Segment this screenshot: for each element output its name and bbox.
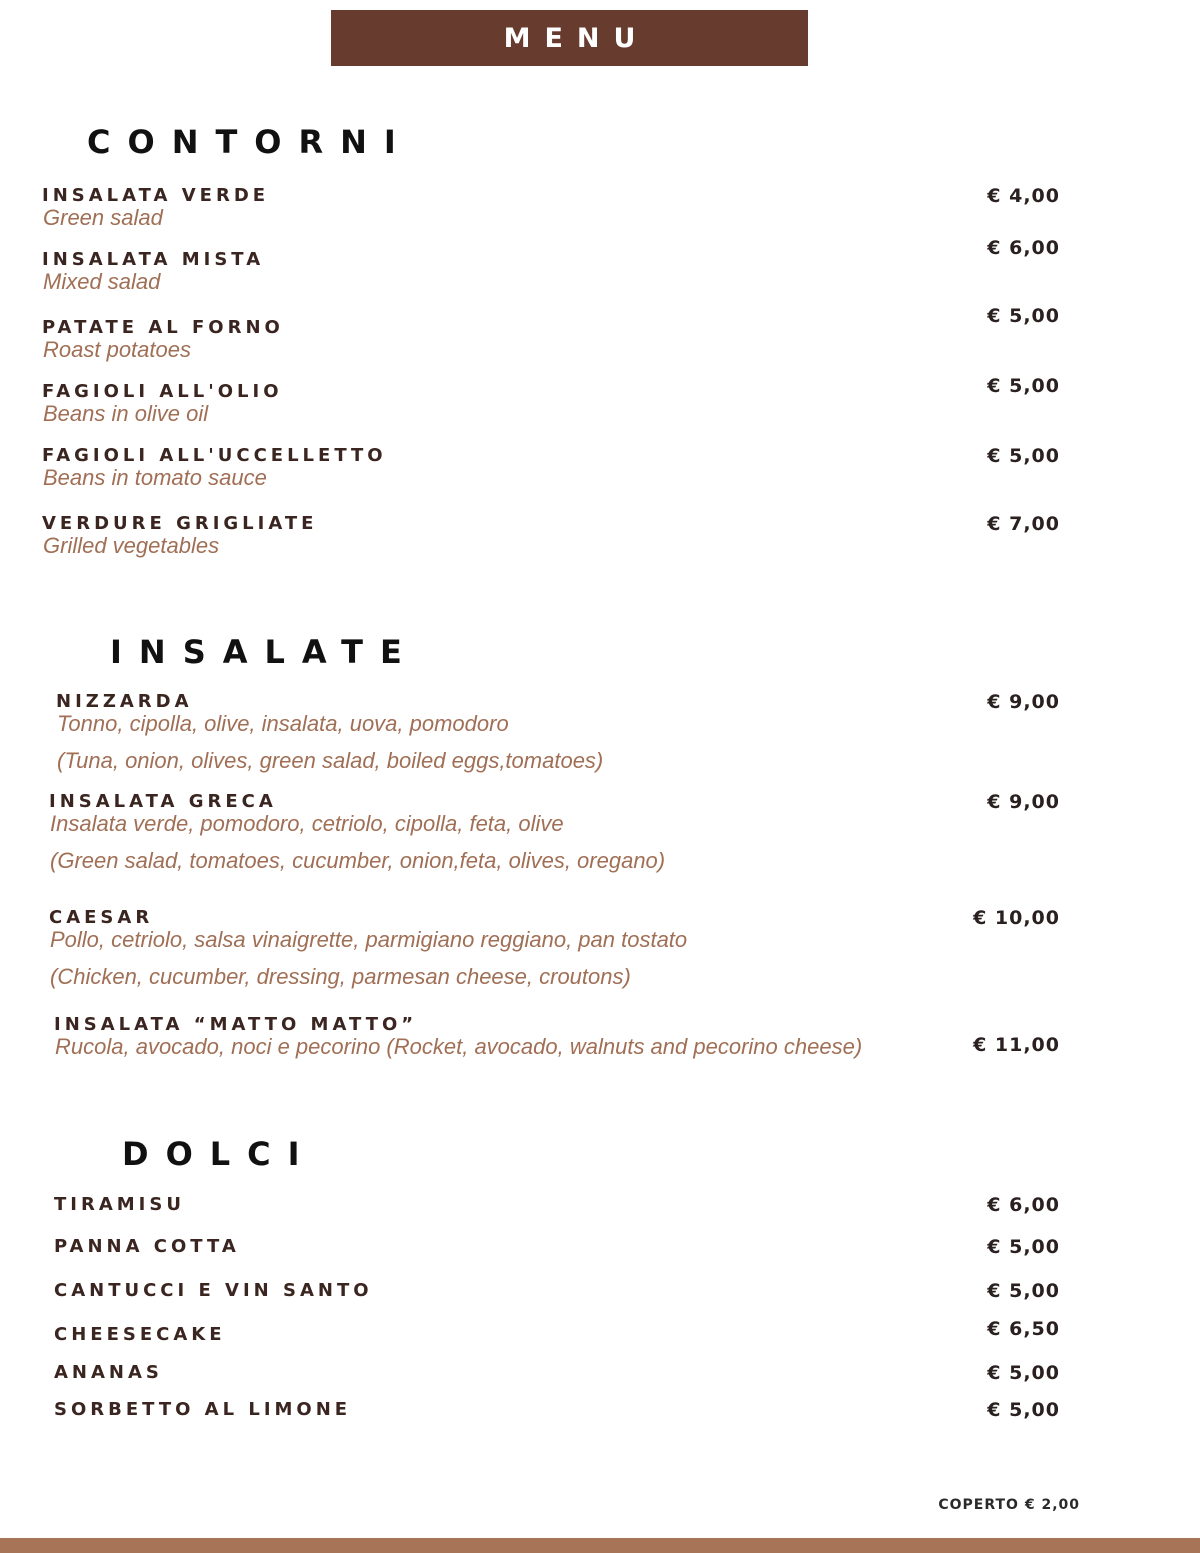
menu-title: MENU bbox=[503, 22, 650, 54]
item-price: € 9,00 bbox=[987, 691, 1060, 713]
item-description: (Green salad, tomatoes, cucumber, onion,feta, olives, oregano) bbox=[50, 848, 666, 873]
item-name: CANTUCCI E VIN SANTO bbox=[54, 1280, 373, 1301]
item-price: € 6,50 bbox=[987, 1318, 1060, 1340]
item-description: (Chicken, cucumber, dressing, parmesan cheese, croutons) bbox=[50, 964, 631, 989]
item-price: € 10,00 bbox=[973, 907, 1060, 929]
cover-charge: COPERTO € 2,00 bbox=[938, 1497, 1080, 1513]
item-name: INSALATA “MATTO MATTO” bbox=[54, 1014, 418, 1035]
item-price: € 11,00 bbox=[973, 1034, 1060, 1056]
item-name: PANNA COTTA bbox=[54, 1236, 240, 1257]
item-description: Beans in olive oil bbox=[43, 401, 209, 426]
item-name: CAESAR bbox=[49, 907, 154, 928]
item-name: CHEESECAKE bbox=[54, 1324, 226, 1345]
item-description: Pollo, cetriolo, salsa vinaigrette, parmigiano reggiano, pan tostato bbox=[50, 927, 688, 952]
item-name: ANANAS bbox=[54, 1362, 163, 1383]
item-name: NIZZARDA bbox=[56, 691, 193, 712]
item-name: FAGIOLI ALL'OLIO bbox=[42, 381, 283, 402]
item-price: € 5,00 bbox=[987, 1236, 1060, 1258]
item-price: € 5,00 bbox=[987, 445, 1060, 467]
item-description: Green salad bbox=[43, 205, 163, 230]
item-name: INSALATA GRECA bbox=[49, 791, 277, 812]
item-price: € 5,00 bbox=[987, 375, 1060, 397]
item-name: FAGIOLI ALL'UCCELLETTO bbox=[42, 445, 387, 466]
item-name: PATATE AL FORNO bbox=[42, 317, 284, 338]
item-description: (Tuna, onion, olives, green salad, boiled eggs,tomatoes) bbox=[57, 748, 604, 773]
item-description: Roast potatoes bbox=[43, 337, 191, 362]
item-price: € 6,00 bbox=[987, 1194, 1060, 1216]
item-price: € 6,00 bbox=[987, 237, 1060, 259]
item-price: € 7,00 bbox=[987, 513, 1060, 535]
section-heading: INSALATE bbox=[110, 633, 419, 671]
item-description: Mixed salad bbox=[43, 269, 161, 294]
item-price: € 4,00 bbox=[987, 185, 1060, 207]
item-description: Tonno, cipolla, olive, insalata, uova, pomodoro bbox=[57, 711, 509, 736]
section-heading: DOLCI bbox=[122, 1135, 317, 1173]
item-name: INSALATA VERDE bbox=[42, 185, 270, 206]
menu-title-banner bbox=[331, 10, 808, 66]
item-name: SORBETTO AL LIMONE bbox=[54, 1399, 352, 1420]
item-name: VERDURE GRIGLIATE bbox=[42, 513, 318, 534]
item-price: € 5,00 bbox=[987, 305, 1060, 327]
item-name: INSALATA MISTA bbox=[42, 249, 265, 270]
item-price: € 5,00 bbox=[987, 1399, 1060, 1421]
item-name: TIRAMISU bbox=[54, 1194, 185, 1215]
item-description: Rucola, avocado, noci e pecorino (Rocket, avocado, walnuts and pecorino cheese) bbox=[55, 1034, 863, 1059]
bottom-bar bbox=[0, 1538, 1200, 1553]
item-description: Insalata verde, pomodoro, cetriolo, cipolla, feta, olive bbox=[50, 811, 564, 836]
item-price: € 9,00 bbox=[987, 791, 1060, 813]
section-heading: CONTORNI bbox=[87, 123, 413, 161]
item-price: € 5,00 bbox=[987, 1280, 1060, 1302]
item-price: € 5,00 bbox=[987, 1362, 1060, 1384]
item-description: Grilled vegetables bbox=[43, 533, 220, 558]
item-description: Beans in tomato sauce bbox=[43, 465, 267, 490]
